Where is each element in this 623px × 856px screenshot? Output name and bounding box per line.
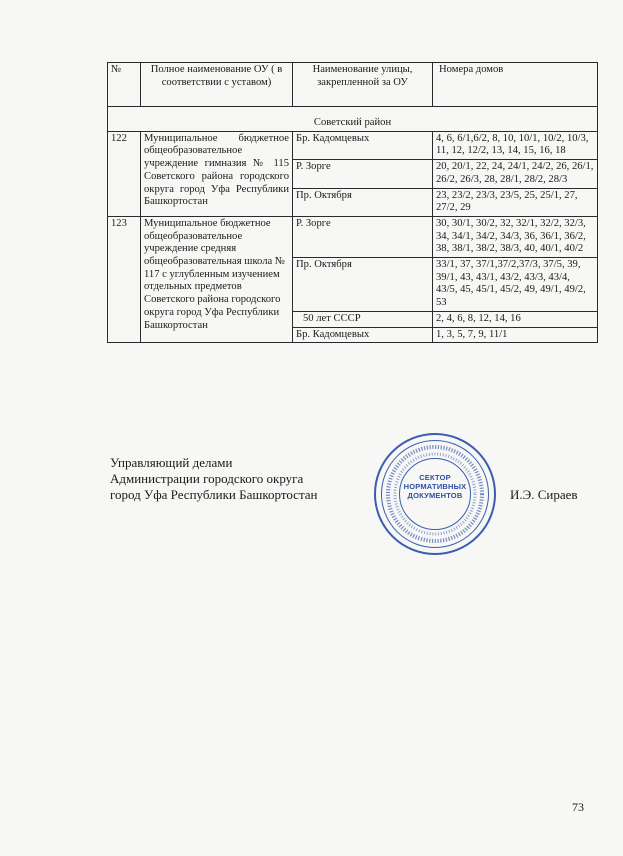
street-name: Р. Зорге (293, 160, 433, 188)
header-name: Полное наименование ОУ ( в соответствии с уставом) (141, 63, 293, 107)
street-name: Пр. Октября (293, 258, 433, 312)
house-numbers: 1, 3, 5, 7, 9, 11/1 (433, 327, 598, 343)
header-street: Наименование улицы, закрепленной за ОУ (293, 63, 433, 107)
schools-table (107, 62, 598, 343)
table-row (108, 131, 598, 159)
page-number: 73 (572, 800, 584, 814)
school-name: Муниципальное бюджетное общеобразовательное учреждение средняя общеобразовательная школа № 117 с углубленным изучением отдельных предметов Советского района городского округа город Уфа Республики Башкортостан (141, 216, 293, 342)
district-row (108, 116, 598, 131)
header-no: № (108, 63, 141, 107)
official-stamp (374, 433, 496, 555)
house-numbers: 33/1, 37, 37/1,37/2,37/3, 37/5, 39, 39/1, 43, 43/1, 43/2, 43/3, 43/4, 43/5, 45, 45/1, 45/2, 49, 49/1, 49/2, 53 (433, 258, 598, 312)
signature-title-line2: Администрации городского округа (110, 471, 304, 486)
street-name: Бр. Кадомцевых (293, 327, 433, 343)
signatory-name: И.Э. Сираев (510, 487, 578, 502)
stamp-line1: СЕКТОР (419, 473, 451, 482)
house-numbers: 20, 20/1, 22, 24, 24/1, 24/2, 26, 26/1, 26/2, 26/3, 28, 28/1, 28/2, 28/3 (433, 160, 598, 188)
street-name: Бр. Кадомцевых (293, 131, 433, 159)
stamp-center-text (374, 473, 496, 500)
house-numbers: 30, 30/1, 30/2, 32, 32/1, 32/2, 32/3, 34, 34/1, 34/2, 34/3, 36, 36/1, 36/2, 38, 38/1, 38/2, 38/3, 40, 40/1, 40/2 (433, 216, 598, 257)
school-name: Муниципальное бюджетное общеобразовательное учреждение гимназия № 115 Советского района городского округа город Уфа Республики Башкортостан (141, 131, 293, 216)
signature-block (110, 455, 318, 503)
house-numbers: 2, 4, 6, 8, 12, 14, 16 (433, 311, 598, 327)
school-number: 123 (108, 216, 141, 342)
stamp-line3: ДОКУМЕНТОВ (407, 491, 463, 500)
house-numbers: 4, 6, 6/1,6/2, 8, 10, 10/1, 10/2, 10/3, 11, 12, 12/2, 13, 14, 15, 16, 18 (433, 131, 598, 159)
signature-title-line1: Управляющий делами (110, 455, 233, 470)
street-name: Пр. Октября (293, 188, 433, 216)
district-name: Советский район (108, 116, 598, 131)
table-gap-row (108, 107, 598, 117)
school-number: 122 (108, 131, 141, 216)
house-numbers: 23, 23/2, 23/3, 23/5, 25, 25/1, 27, 27/2, 29 (433, 188, 598, 216)
table-row (108, 216, 598, 257)
table-header-row (108, 63, 598, 107)
street-name: Р. Зорге (293, 216, 433, 257)
signature-title-line3: город Уфа Республики Башкортостан (110, 487, 318, 502)
stamp-line2: НОРМАТИВНЫХ (403, 482, 467, 491)
street-name: 50 лет СССР (293, 311, 433, 327)
header-houses: Номера домов (433, 63, 598, 107)
